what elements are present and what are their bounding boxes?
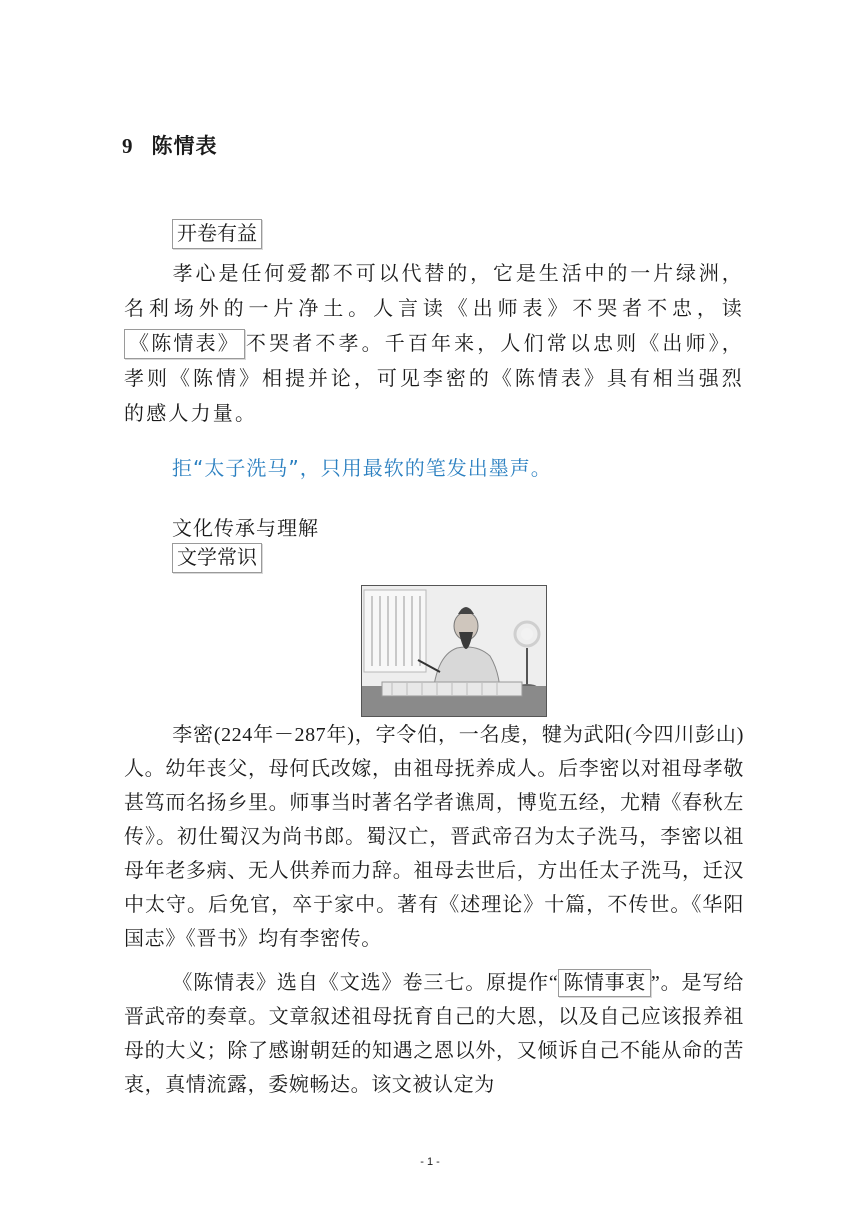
source-text-after: ”。是写给晋武帝的奏章。文章叙述祖母抚育自己的大恩，以及自己应该报养祖母的大义；除了感谢朝廷的知遇之恩以外，又倾诉自己不能从命的苦衷，真情流露，委婉畅达。该文被认定为: [124, 972, 744, 1096]
chapter-title: [122, 130, 218, 160]
biography-paragraph: [124, 718, 744, 956]
highlight-line: 拒“太子洗马”，只用最软的笔发出墨声。: [172, 456, 552, 480]
section-tag-literature: [172, 543, 262, 573]
tag-literature-label: 文学常识: [172, 543, 262, 573]
section-heading: 文化传承与理解: [172, 516, 319, 540]
original-title-box: 陈情事衷: [558, 969, 650, 997]
intro-text-part2: 不哭者不孝。千百年来，人们常以忠则《出师》，孝则《陈情》相提并论，可见李密的《陈情表》具有相当强烈的感人力量。: [124, 331, 744, 425]
li-mi-portrait-image: [361, 585, 547, 717]
chapter-name: 陈情表: [151, 134, 218, 158]
intro-text-part1: 孝心是任何爱都不可以代替的，它是生活中的一片绿洲，名利场外的一片净土。人言读《出师表》不哭者不忠，读: [124, 261, 744, 320]
section-tag-open-book: [172, 219, 262, 249]
intro-boxed-title: 《陈情表》: [124, 329, 245, 359]
page-number: - 1 -: [420, 1156, 440, 1168]
portrait-illustration: [362, 586, 546, 716]
source-paragraph: [124, 966, 744, 1102]
chapter-number: 9: [122, 134, 134, 158]
source-text-before: 《陈情表》选自《文选》卷三七。原提作“: [172, 972, 559, 994]
biography-text: 李密(224年－287年)，字令伯，一名虔，犍为武阳(今四川彭山)人。幼年丧父，母何氏改嫁，由祖母抚养成人。后李密以对祖母孝敬甚笃而名扬乡里。师事当时著名学者谯周，博览五经，尤精《春秋左传》。初仕蜀汉为尚书郎。蜀汉亡，晋武帝召为太子洗马，李密以祖母年老多病、无人供养而力辞。祖母去世后，方出任太子洗马，迁汉中太守。后免官，卒于家中。著有《述理论》十篇，不传世。《华阳国志》《晋书》均有李密传。: [124, 724, 744, 950]
tag-open-book-label: 开卷有益: [172, 219, 262, 249]
intro-paragraph: [124, 256, 744, 431]
